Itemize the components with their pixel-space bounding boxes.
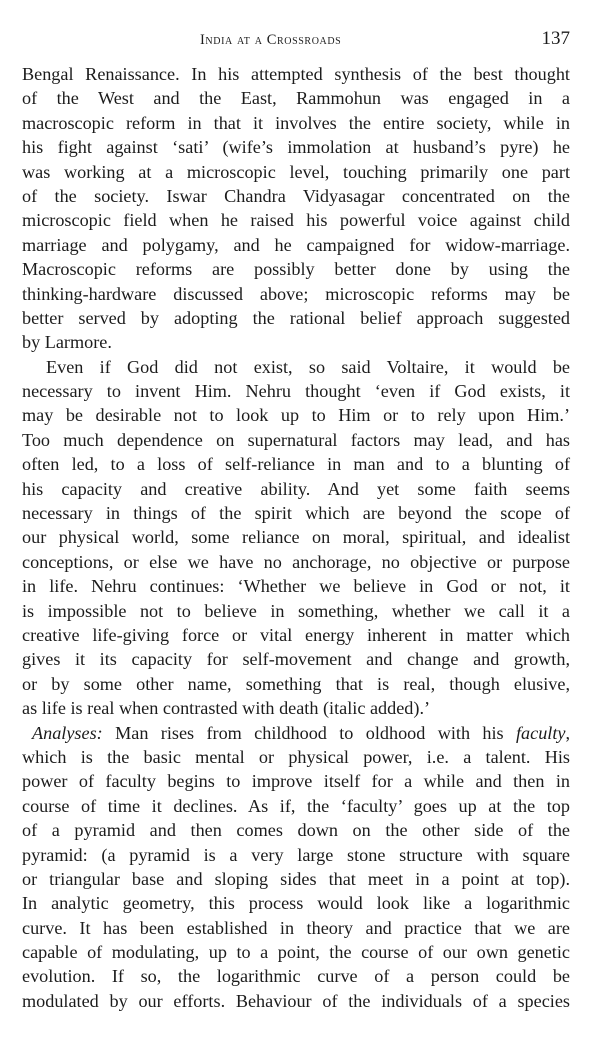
- text-line: thinking-hardware discussed above; microscopic reforms may be: [22, 283, 570, 304]
- text-line: Macroscopic reforms are possibly better done by using the: [22, 259, 570, 280]
- punctuation: ,: [565, 722, 571, 743]
- paragraph-reforms: [22, 62, 570, 355]
- text-line: his capacity and creative ability. And yet some faith seems: [22, 478, 570, 499]
- text-line: macroscopic reform in that it involves the entire society, while in: [22, 112, 570, 133]
- paragraph-voltaire-nehru: [22, 355, 570, 721]
- text-line: as life is real when contrasted with death (italic added).’: [22, 698, 431, 719]
- text-line: Too much dependence on supernatural factors may lead, and has: [22, 429, 570, 450]
- text-line: is impossible not to believe in something, whether we call it a: [22, 600, 570, 621]
- page-header: [22, 28, 570, 54]
- running-title: India at a Crossroads: [200, 32, 342, 48]
- text-line: better served by adopting the rational belief approach suggested: [22, 307, 570, 328]
- text-line: capable of modulating, up to a point, the course of our own genetic: [22, 942, 570, 963]
- text-line: by Larmore.: [22, 332, 112, 353]
- text-line: of the society. Iswar Chandra Vidyasagar concentrated on the: [22, 185, 570, 206]
- text-line: was working at a microscopic level, touching primarily one part: [22, 161, 570, 182]
- text-line: In analytic geometry, this process would look like a logarithmic: [22, 893, 570, 914]
- text-line: conceptions, or else we have no anchorage, no objective or purpose: [22, 551, 570, 572]
- text-line: Bengal Renaissance. In his attempted synthesis of the best thought: [22, 64, 570, 84]
- text-line: course of time it declines. As if, the ‘faculty’ goes up at the top: [22, 795, 570, 816]
- text-line: our physical world, some reliance on moral, spiritual, and idealist: [22, 527, 570, 548]
- text-line: or triangular base and sloping sides that meet in a point at top).: [22, 868, 570, 889]
- text-line: which is the basic mental or physical power, i.e. a talent. His: [22, 746, 570, 767]
- text-line: curve. It has been established in theory and practice that we are: [22, 917, 570, 938]
- text-line: often led, to a loss of self-reliance in man and to a blunting of: [22, 454, 570, 475]
- text-line: or by some other name, something that is real, though elusive,: [22, 673, 570, 694]
- text-line: of a pyramid and then comes down on the other side of the: [22, 820, 570, 841]
- text-line: gives it its capacity for self-movement and change and growth,: [22, 649, 570, 670]
- text-line: creative life-giving force or vital energy inherent in matter which: [22, 624, 570, 645]
- text-line: modulated by our efforts. Behaviour of the individuals of a species: [22, 990, 570, 1011]
- text-line: necessary in things of the spirit which are beyond the scope of: [22, 503, 570, 524]
- text-line: may be desirable not to look up to Him or to rely upon Him.’: [22, 405, 570, 426]
- text-line: necessary to invent Him. Nehru thought ‘even if God exists, it: [22, 381, 570, 402]
- paragraph-analyses: [22, 721, 570, 1014]
- text-line-analyses: [22, 721, 570, 745]
- faculty-word: faculty: [515, 722, 566, 743]
- text-line: pyramid: (a pyramid is a very large stone structure with square: [22, 844, 570, 865]
- text-line: evolution. If so, the logarithmic curve of a person could be: [22, 966, 570, 987]
- analyses-label: Analyses:: [32, 722, 103, 743]
- text-line: his fight against ‘sati’ (wife’s immolation at husband’s pyre) he: [22, 137, 570, 158]
- body-text: [22, 62, 570, 1013]
- text-line: power of faculty begins to improve itself for a while and then in: [22, 771, 570, 792]
- text-line: of the West and the East, Rammohun was engaged in a: [22, 88, 570, 109]
- text-line: microscopic field when he raised his powerful voice against child: [22, 210, 570, 231]
- text-line: in life. Nehru continues: ‘Whether we believe in God or not, it: [22, 576, 570, 597]
- text-line: Even if God did not exist, so said Voltaire, it would be: [46, 356, 570, 377]
- text-line: marriage and polygamy, and he campaigned for widow-marriage.: [22, 234, 570, 255]
- page-number: 137: [541, 28, 570, 49]
- text-fragment: Man rises from childhood to oldhood with his: [115, 722, 504, 743]
